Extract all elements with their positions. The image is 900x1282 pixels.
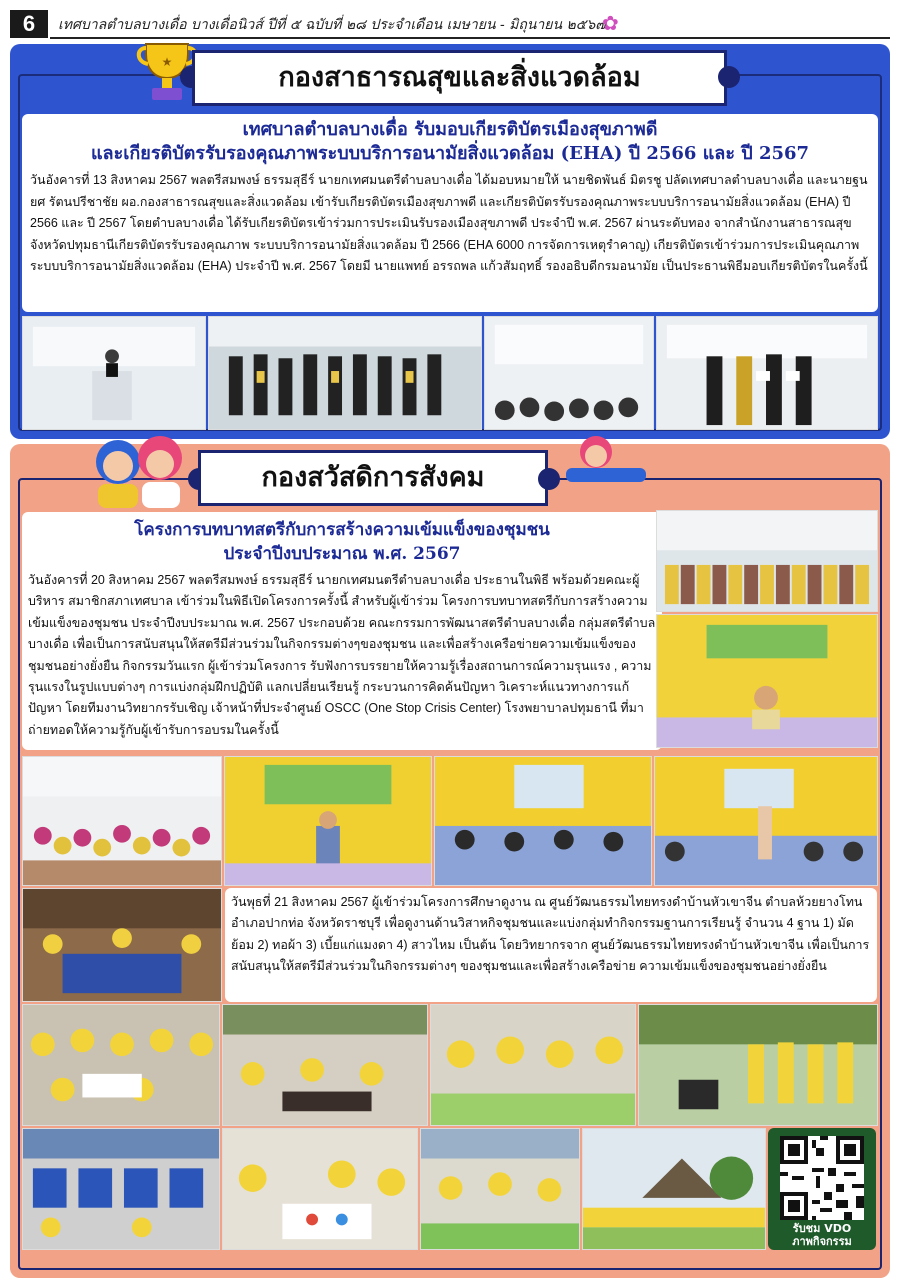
photo-speaker-audience: [484, 316, 654, 430]
photo-group-outdoor: [582, 1128, 766, 1250]
svg-text:★: ★: [161, 55, 173, 69]
photo-group-certificates: [208, 316, 482, 430]
banner-dot-right: [538, 468, 560, 490]
photo-group-hall: [656, 510, 878, 612]
qr-caption-line1: รับชม VDO: [792, 1222, 852, 1235]
photo-study-visit-group: [22, 888, 222, 1002]
section-banner: กองสวัสดิการสังคม: [198, 450, 548, 506]
photo-lecturer-stage: [224, 756, 432, 886]
photo-certificate-handover: [656, 316, 878, 430]
photo-activity-4: [638, 1004, 878, 1126]
page-number: 6: [10, 10, 48, 38]
article-body: วันอังคารที่ 20 สิงหาคม 2567 พลตรีสมพงษ์ ธรรมสุธีร์ นายกเทศมนตรีตำบลบางเดื่อ ประธานในพิธี พร้อมด้วยคณะผู้บริหาร สมาชิกสภาเทศบาล เข้าร่วมในพิธีเปิดโครงการครั้งนี้ สำหรับผู้เข้าร่วม โครงการบทบาทสตรีกับการสร้างความเข้มแข็งของชุมชน ประจำปีงบประมาณ พ.ศ. 2567 ประกอบด้วย คณะกรรมการพัฒนาสตรีตำบลบางเดื่อ กลุ่มสตรีตำบลบางเดื่อ เพื่อเป็นการสนับสนุนให้สตรีมีส่วนร่วมในกิจกรรมต่างๆของชุมชน และเพื่อสร้างเครือข่ายความเข้มแข็งของชุมชนอย่างยั่งยืน กิจกรรมวันแรก ผู้เข้าร่วมโครงการ รับฟังการบรรยายให้ความรู้เรื่องสถานการณ์ความรุนแรง , ความรุนแรงในรูปแบบต่างๆ การแบ่งกลุ่มฝึกปฏิบัติ แลกเปลี่ยนเรียนรู้ กระบวนการคิดค้นปัญหา วิเคราะห์แนวทางการแก้ปัญหา โดยทีมงานวิทยากรรับเชิญ เจ้าหน้าที่ประจำศูนย์ OSCC (One Stop Crisis Center) โรงพยาบาลปทุมธานี ที่มาถ่ายทอดให้ความรู้กับผู้เข้ารับการอบรมในครั้งนี้: [28, 573, 656, 737]
women-characters-icon: [88, 432, 198, 508]
banner-dot-right: [718, 66, 740, 88]
study-visit-card: [225, 888, 877, 1002]
photo-activity-1: [22, 1004, 220, 1126]
photo-presentation-screen: [434, 756, 652, 886]
photo-ceremony-podium: [22, 316, 206, 430]
headline-line1: เทศบาลตำบลบางเดื่อ รับมอบเกียรติบัตรเมืองสุขภาพดี: [242, 119, 658, 140]
photo-activity-3: [430, 1004, 636, 1126]
public-health-section: [10, 44, 890, 439]
article-card: [22, 114, 878, 312]
photo-training-group: [22, 756, 222, 886]
section-banner: กองสาธารณสุขและสิ่งแวดล้อม: [192, 50, 727, 106]
headline-line2: ประจำปีงบประมาณ พ.ศ. 2567: [223, 544, 461, 564]
headline-line1: โครงการบทบาทสตรีกับการสร้างความเข้มแข็งของชุมชน: [134, 520, 550, 540]
photo-workshop-table: [222, 1128, 418, 1250]
social-welfare-section: [10, 444, 890, 1278]
qr-code-icon[interactable]: [780, 1136, 864, 1220]
article-card: [22, 512, 662, 750]
photo-tie-dye: [22, 1128, 220, 1250]
photo-opening-speech: [656, 614, 878, 748]
qr-code-panel[interactable]: [768, 1128, 876, 1250]
headline-line2: และเกียรติบัตรรับรองคุณภาพระบบบริการอนามัยสิ่งแวดล้อม (EHA) ปี 2566 และ ปี 2567: [90, 143, 810, 164]
article-body: วันอังคารที่ 13 สิงหาคม 2567 พลตรีสมพงษ์ ธรรมสุธีร์ นายกเทศมนตรีตำบลบางเดื่อ ได้มอบหมายให้ นายชิดพันธ์ มิตรชู ปลัดเทศบาลตำบลบางเดื่อ และนายฐนยศ รัตนปรีชาชัย ผอ.กองสาธารณสุขและสิ่งแวดล้อม เข้ารับเกียรติบัตรเมืองสุขภาพดี และเกียรติบัตรรับรองคุณภาพระบบบริการอนามัยสิ่งแวดล้อม (EHA) ปี 2566 และ ปี 2567 โดยตำบลบางเดื่อ ได้รับเกียรติบัตรเข้าร่วมการประเมินรับรองเมืองสุขภาพดี ประจำปี พ.ศ. 2567 ผ่านระดับทอง จากสำนักงานสาธารณสุขจังหวัดปทุมธานีเกียรติบัตรรับรองคุณภาพ ระบบบริการอนามัยสิ่งแวดล้อม ปี 2566 (EHA 6000 การจัดการเหตุรำคาญ) เกียรติบัตรเข้าร่วมการประเมินคุณภาพระบบบริการอนามัยสิ่งแวดล้อม (EHA) ประจำปี พ.ศ. 2567 โดยมี นายแพทย์ อรรถพล แก้วสัมฤทธิ์ รองอธิบดีกรมอนามัย เป็นประธานพิธีมอบเกียรติบัตรในครั้งนี้: [30, 173, 868, 273]
photo-crafting: [420, 1128, 580, 1250]
qr-caption-line2: ภาพกิจกรรม: [792, 1235, 852, 1248]
study-visit-body: วันพุธที่ 21 สิงหาคม 2567 ผู้เข้าร่วมโครงการศึกษาดูงาน ณ ศูนย์วัฒนธรรมไทยทรงดำบ้านหัวเขาจีน ตำบลห้วยยางโทน อำเภอปากท่อ จังหวัดราชบุรี เพื่อดูงานด้านวิสาหกิจชุมชนและแบ่งกลุ่มทำกิจกรรมฐานการเรียนรู้ จำนวน 4 ฐาน 1) มัดย้อม 2) ทอผ้า 3) เบี้ยแก่แมงดา 4) สาวไหม เป็นต้น โดยวิทยากรจาก ศูนย์วัฒนธรรมไทยทรงดำบ้านหัวเขาจีน เพื่อเป็นการสนับสนุนให้สตรีมีส่วนร่วมในกิจกรรมต่างๆ ของชุมชนและเพื่อสร้างเครือข่าย ความเข้มแข็งของชุมชนอย่างยั่งยืน: [231, 895, 870, 974]
newsletter-title: เทศบาลตำบลบางเดื่อ บางเดื่อนิวส์ ปีที่ ๕ ฉบับที่ ๒๘ ประจำเดือน เมษายน - มิถุนายน ๒๕๖๗: [58, 17, 606, 33]
page-header: [10, 10, 890, 38]
photo-activity-2: [222, 1004, 428, 1126]
photo-speaker-women: [654, 756, 878, 886]
woman-character-icon: [556, 434, 646, 482]
lotus-icon: ✿: [602, 11, 619, 35]
